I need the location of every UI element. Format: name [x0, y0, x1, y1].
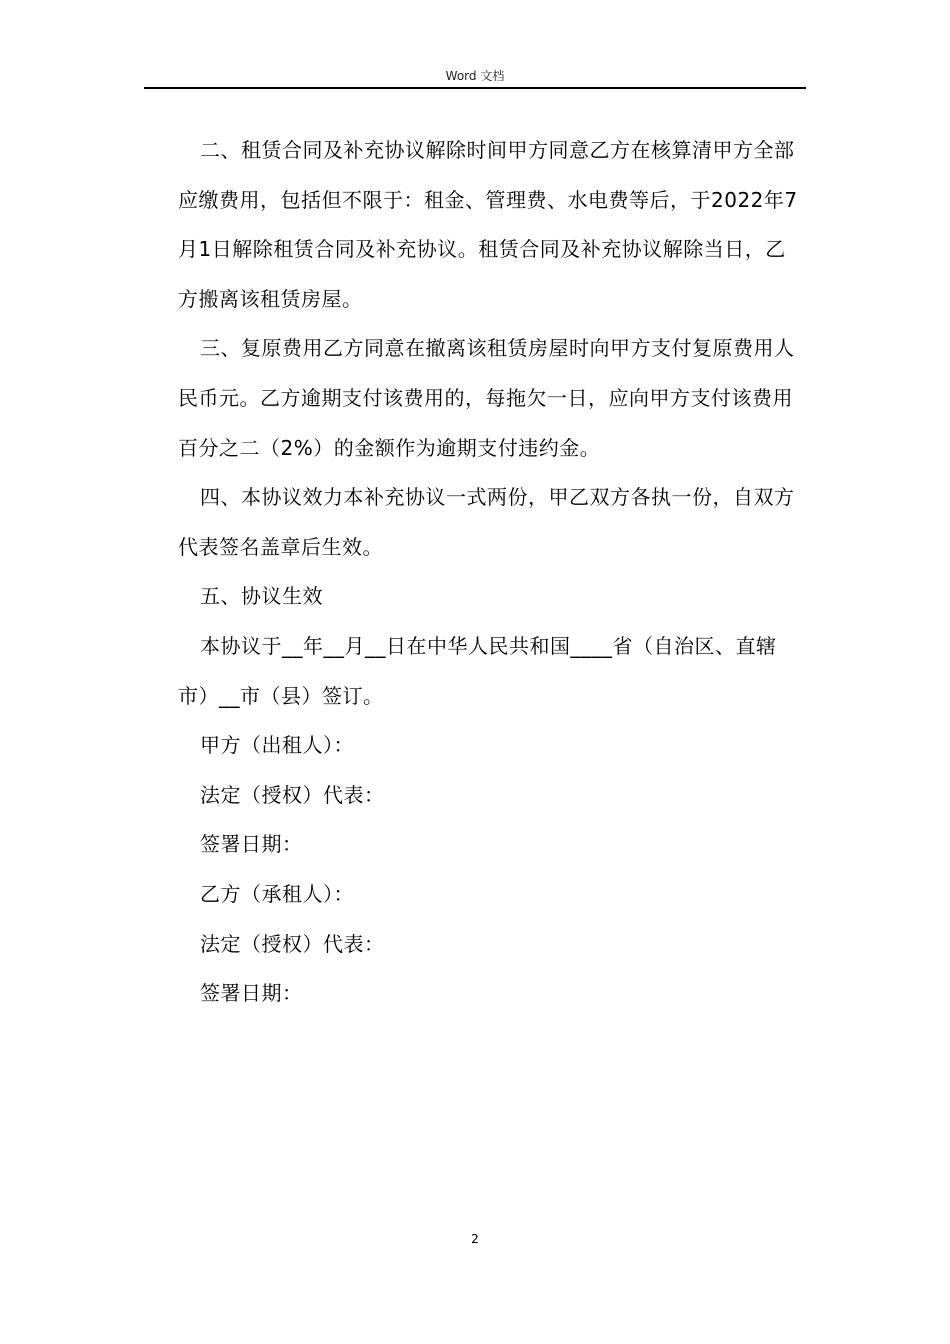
party-a-signing-date-label: 签署日期： — [200, 832, 303, 857]
party-a-representative-label: 法定（授权）代表： — [200, 782, 385, 807]
header-divider — [144, 87, 806, 89]
party-b-label: 乙方（承租人）： — [200, 881, 354, 906]
paragraph-restoration-fee: 三、复原费用乙方同意在撤离该租赁房屋时向甲方支付复原费用人民币元。乙方逾期支付该费用的，每拖欠一日，应向甲方支付该费用百分之二（2%）的金额作为逾期支付违约金。 — [178, 336, 795, 460]
document-body — [178, 126, 804, 1019]
page-header-title: Word 文档 — [445, 69, 505, 83]
paragraph-effective-heading: 五、协议生效 — [200, 584, 323, 609]
party-b-signing-date-label: 签署日期： — [200, 981, 303, 1006]
party-a-label: 甲方（出租人）： — [200, 733, 354, 758]
party-b-representative-label: 法定（授权）代表： — [200, 931, 385, 956]
paragraph-signing-place: 本协议于__年__月__日在中华人民共和国____省（自治区、直辖市）__市（县）签订。 — [178, 633, 777, 708]
page-number: 2 — [471, 1232, 479, 1246]
paragraph-termination: 二、租赁合同及补充协议解除时间甲方同意乙方在核算清甲方全部应缴费用，包括但不限于：租金、管理费、水电费等后，于2022年7月1日解除租赁合同及补充协议。租赁合同及补充协议解除当日，乙方搬离该租赁房屋。 — [178, 138, 798, 311]
paragraph-agreement-effect: 四、本协议效力本补充协议一式两份，甲乙双方各执一份，自双方代表签名盖章后生效。 — [178, 485, 795, 559]
